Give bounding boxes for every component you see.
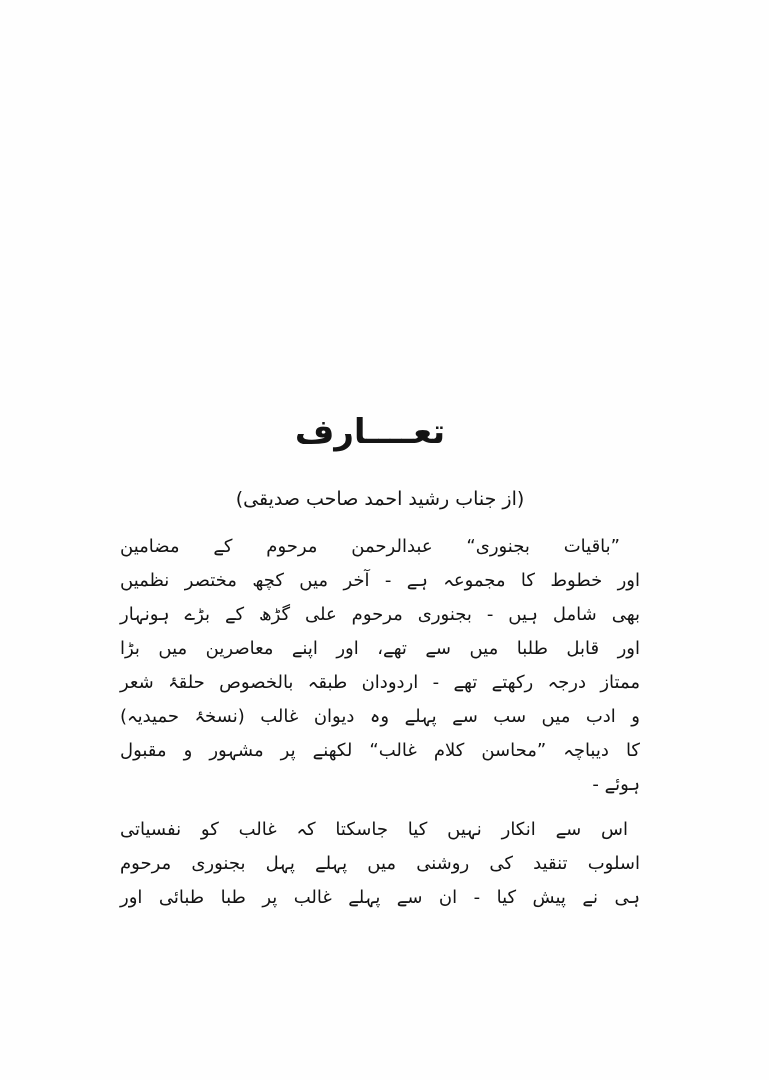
text-line: ممتاز درجہ رکھتے تھے - اردودان طبقہ بالخصوص حلقۂ شعر — [120, 672, 640, 693]
text-line: اور خطوط کا مجموعہ ہے - آخر میں کچھ مختصر نظمیں — [120, 570, 640, 591]
text-line: اور قابل طلبا میں سے تھے، اور اپنے معاصرین میں بڑا — [120, 638, 640, 659]
text-line: اس سے انکار نہیں کیا جاسکتا کہ غالب کو نفسیاتی — [120, 819, 628, 840]
paragraph-second — [120, 813, 640, 915]
text-line: اسلوب تنقید کی روشنی میں پہلے پہل بجنوری مرحوم — [120, 853, 640, 874]
author-byline: (از جناب رشید احمد صاحب صدیقی) — [235, 488, 525, 510]
paragraph-intro — [120, 530, 640, 802]
page-title: تعــــارف — [294, 412, 446, 452]
text-line: ”باقیات بجنوری“ عبدالرحمن مرحوم کے مضامین — [120, 536, 620, 557]
text-line: ہوئے - — [592, 774, 640, 795]
text-line: بھی شامل ہیں - بجنوری مرحوم علی گڑھ کے بڑے ہونہار — [120, 604, 640, 625]
text-line: و ادب میں سب سے پہلے وہ دیوان غالب (نسخۂ حمیدیہ) — [120, 706, 640, 727]
text-line: ہی نے پیش کیا - ان سے پہلے غالب پر طبا طبائی اور — [120, 887, 640, 908]
text-line: کا دیباچہ ”محاسن کلام غالب“ لکھنے پر مشہور و مقبول — [120, 740, 640, 761]
